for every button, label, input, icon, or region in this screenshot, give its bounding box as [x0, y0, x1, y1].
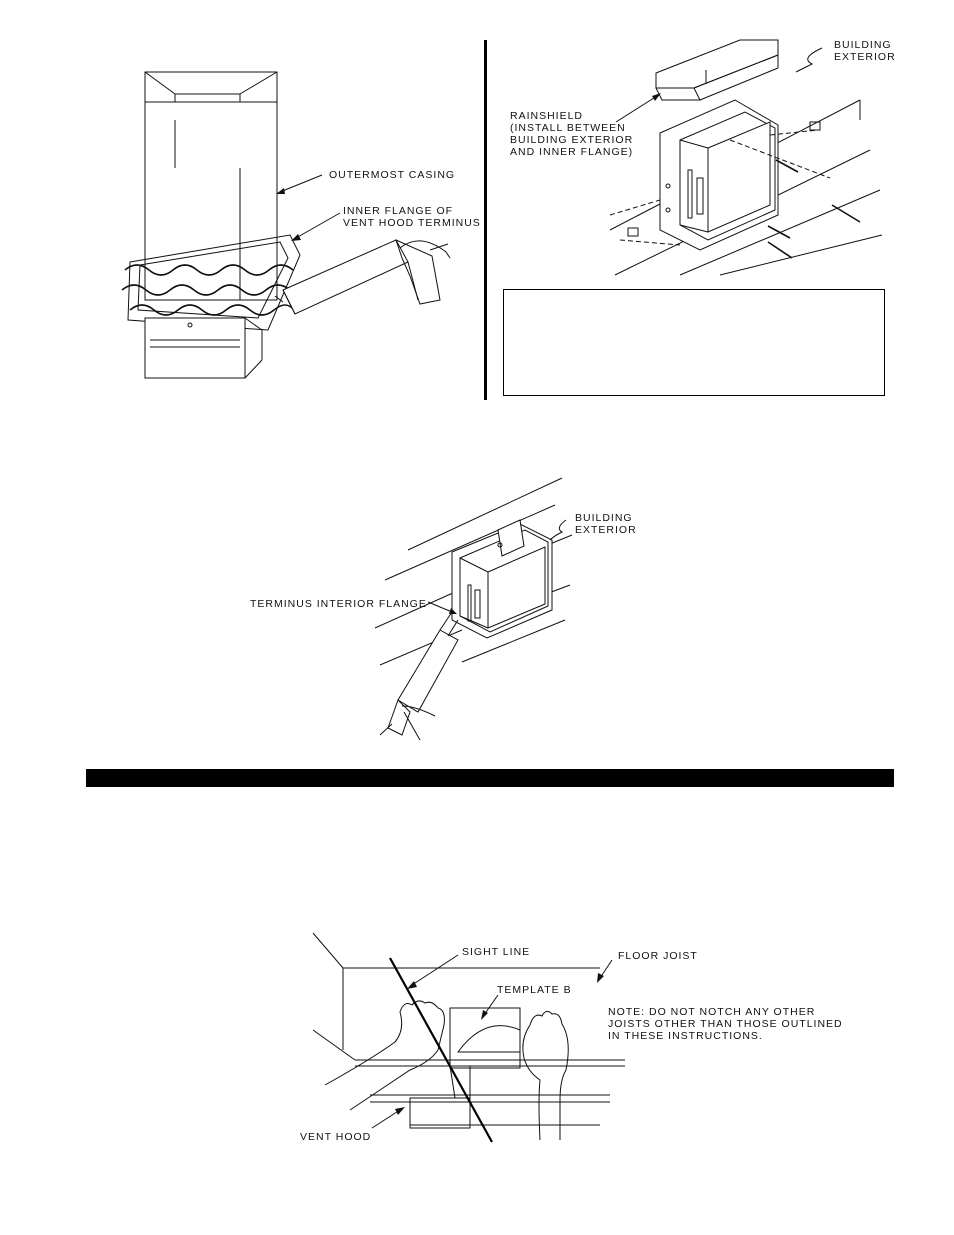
label-sight-line: SIGHT LINE — [462, 946, 531, 958]
figure-rainshield-exploded — [510, 39, 896, 275]
label-rainshield-1: RAINSHIELD — [510, 110, 584, 122]
label-terminus-interior-flange: TERMINUS INTERIOR FLANGE — [250, 598, 427, 610]
label-vent-hood: VENT HOOD — [300, 1131, 372, 1143]
label-building-exterior-2: EXTERIOR — [834, 51, 896, 63]
label-building-exterior-3b: EXTERIOR — [575, 524, 637, 536]
label-outermost-casing: OUTERMOST CASING — [329, 169, 456, 181]
label-rainshield-4: AND INNER FLANGE) — [510, 146, 634, 158]
label-inner-flange-2: VENT HOOD TERMINUS — [343, 217, 481, 229]
label-template-b: TEMPLATE B — [497, 984, 572, 996]
label-note-3: IN THESE INSTRUCTIONS. — [608, 1030, 763, 1042]
figure-terminus-caulk — [250, 478, 637, 740]
label-rainshield-2: (INSTALL BETWEEN — [510, 122, 626, 134]
label-building-exterior-1: BUILDING — [834, 39, 892, 51]
label-building-exterior-3a: BUILDING — [575, 512, 633, 524]
label-note-2: JOISTS OTHER THAN THOSE OUTLINED — [608, 1018, 843, 1030]
label-floor-joist: FLOOR JOIST — [618, 950, 698, 962]
figure-casing-caulk — [122, 72, 481, 378]
label-rainshield-3: BUILDING EXTERIOR — [510, 134, 634, 146]
figure-template-sight-line — [300, 933, 843, 1143]
label-note-1: NOTE: DO NOT NOTCH ANY OTHER — [608, 1006, 816, 1018]
label-inner-flange-1: INNER FLANGE OF — [343, 205, 454, 217]
